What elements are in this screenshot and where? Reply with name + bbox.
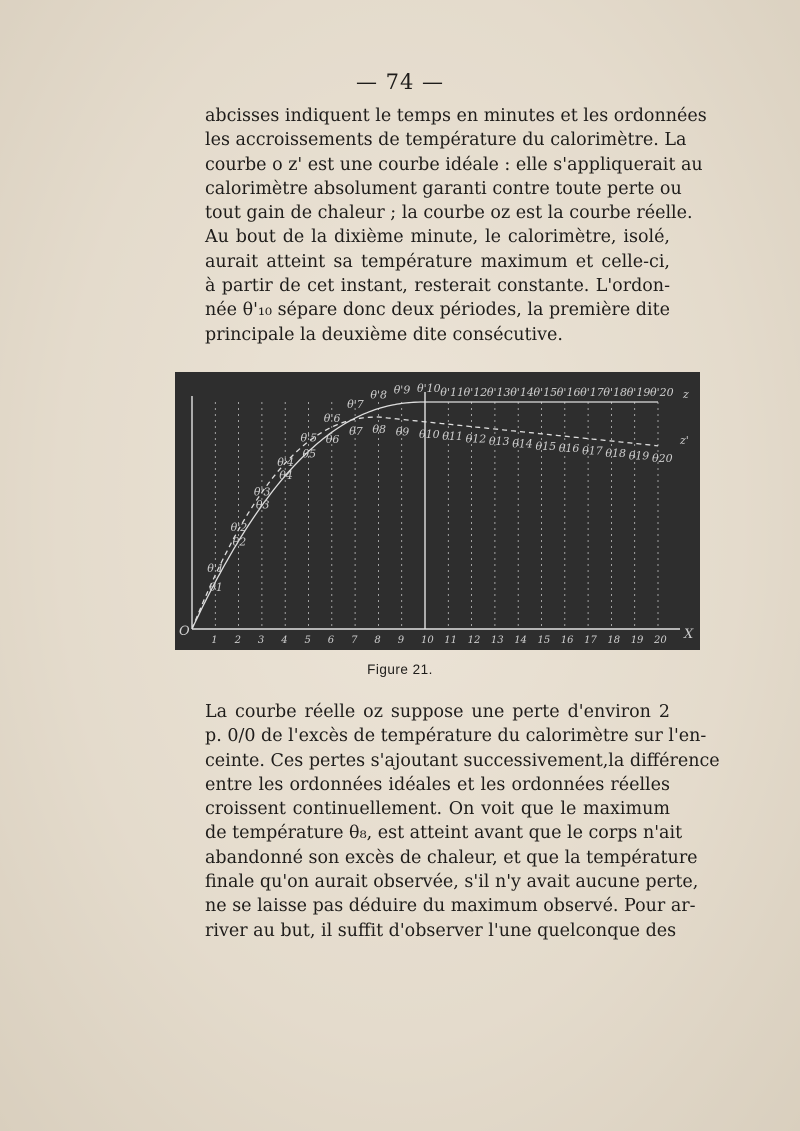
ideal-point-label: θ'14: [510, 386, 534, 399]
text-line: abandonné son excès de chaleur, et que la température: [205, 847, 698, 868]
x-tick-label: 3: [257, 635, 265, 646]
x-tick-label: 5: [304, 635, 311, 646]
x-tick-label: 20: [654, 635, 667, 646]
origin-label: O: [179, 624, 190, 639]
real-point-label: θ19: [628, 449, 650, 463]
real-point-label: θ11: [442, 430, 463, 444]
ideal-point-label: θ'11: [440, 386, 464, 399]
text-line: à partir de cet instant, resterait constante. L'ordon-: [205, 276, 670, 297]
text-line: tout gain de chaleur ; la courbe oz est la courbe réelle.: [205, 203, 693, 224]
x-tick-label: 7: [351, 635, 358, 646]
x-tick-label: 13: [490, 635, 504, 646]
x-tick-label: 11: [444, 635, 458, 646]
x-tick-label: 16: [560, 635, 574, 646]
ideal-point-label: θ'15: [533, 386, 558, 399]
text-line: p. 0/0 de l'excès de température du calorimètre sur l'en-: [205, 726, 707, 747]
real-point-label: θ20: [652, 451, 673, 465]
curve-label-z-prime: z': [680, 434, 689, 447]
figure-21-plate: [175, 372, 700, 650]
text-line: finale qu'on aurait observée, s'il n'y avait aucune perte,: [205, 872, 699, 893]
ideal-point-label: θ'16: [556, 386, 581, 399]
paragraph-top: [205, 104, 707, 347]
ideal-point-label: θ'13: [486, 386, 511, 399]
text-line: ne se laisse pas déduire du maximum observé. Pour ar-: [205, 896, 696, 917]
ideal-point-label: θ'6: [323, 412, 341, 426]
text-line: courbe o z' est une courbe idéale : elle s'appliquerait au: [205, 154, 703, 175]
text-line: aurait atteint sa température maximum et celle-ci,: [205, 251, 670, 272]
ideal-point-label: θ'4: [277, 455, 294, 469]
ideal-point-label: θ'5: [300, 431, 318, 445]
ideal-point-label: θ'2: [230, 520, 248, 534]
text-line: principale la deuxième dite consécutive.: [205, 324, 563, 345]
ideal-point-label: θ'9: [393, 383, 411, 397]
text-line: abcisses indiquent le temps en minutes et les ordonnées: [205, 106, 707, 126]
real-point-label: θ1: [209, 581, 223, 595]
page-number: — 74 —: [355, 70, 445, 94]
x-tick-label: 19: [630, 635, 644, 646]
curve-label-z: z: [683, 388, 689, 401]
text-line: croissent continuellement. On voit que le maximum: [205, 799, 670, 820]
figure-21-diagram: [175, 372, 700, 650]
real-point-label: θ18: [605, 447, 627, 460]
ideal-point-label: θ'10: [417, 382, 441, 395]
x-tick-label: 6: [327, 635, 335, 646]
ideal-point-label: θ'1: [207, 562, 224, 576]
real-point-label: θ4: [279, 469, 293, 483]
text-line: ceinte. Ces pertes s'ajoutant successivement,la différence: [205, 750, 720, 771]
x-tick-label: 17: [584, 635, 597, 646]
x-tick-label: 2: [234, 635, 241, 646]
plate-background: [175, 372, 700, 650]
x-tick-label: 15: [537, 635, 551, 646]
text-line: entre les ordonnées idéales et les ordonnées réelles: [205, 774, 670, 795]
ideal-point-label: θ'7: [347, 398, 364, 412]
x-tick-label: 1: [211, 635, 218, 646]
real-point-label: θ7: [349, 425, 363, 439]
real-point-label: θ16: [558, 442, 580, 456]
figure-caption: Figure 21.: [367, 662, 433, 677]
real-point-label: θ14: [512, 437, 533, 451]
real-point-label: θ8: [372, 423, 387, 436]
ideal-point-label: θ'8: [370, 388, 388, 402]
x-tick-label: 18: [607, 635, 621, 646]
ideal-point-label: θ'19: [626, 386, 651, 399]
real-point-label: θ12: [465, 432, 487, 446]
real-point-label: θ6: [325, 433, 340, 447]
text-line: calorimètre absolument garanti contre toute perte ou: [205, 178, 682, 199]
x-axis-label: X: [684, 627, 694, 642]
text-line: river au but, il suffit d'observer l'une quelconque des: [205, 920, 677, 941]
ideal-point-label: θ'20: [650, 386, 674, 399]
paragraph-bottom: [205, 700, 720, 943]
ideal-point-label: θ'12: [463, 386, 488, 399]
x-tick-label: 12: [467, 635, 481, 646]
real-point-label: θ5: [302, 447, 317, 461]
x-tick-label: 9: [397, 635, 405, 646]
x-tick-label: 4: [281, 635, 288, 646]
text-line: de température θ₈, est atteint avant que le corps n'ait: [205, 823, 683, 844]
real-point-label: θ15: [535, 439, 557, 453]
x-tick-label: 10: [421, 635, 434, 646]
text-line: Au bout de la dixième minute, le calorimètre, isolé,: [205, 227, 670, 248]
real-point-label: θ2: [232, 535, 247, 549]
text-line: La courbe réelle oz suppose une perte d'environ 2: [205, 702, 670, 722]
real-point-label: θ10: [419, 427, 440, 441]
x-tick-label: 8: [374, 635, 381, 646]
real-point-label: θ3: [255, 498, 270, 512]
ideal-point-label: θ'3: [253, 485, 271, 499]
real-point-label: θ9: [395, 425, 410, 439]
ideal-point-label: θ'17: [580, 386, 604, 399]
x-tick-label: 14: [514, 635, 527, 646]
text-line: née θ'₁₀ sépare donc deux périodes, la première dite: [205, 300, 670, 321]
real-point-label: θ17: [582, 444, 603, 458]
text-line: les accroissements de température du calorimètre. La: [205, 130, 687, 151]
ideal-point-label: θ'18: [603, 386, 628, 399]
real-point-label: θ13: [488, 435, 510, 448]
